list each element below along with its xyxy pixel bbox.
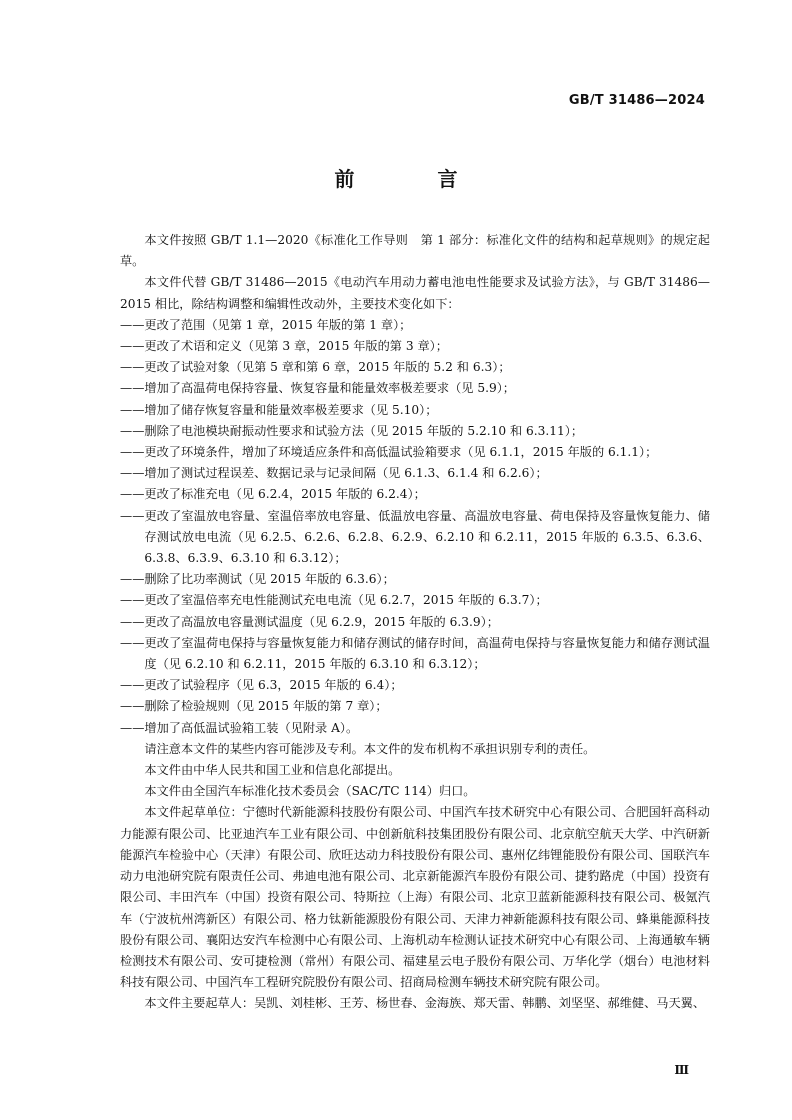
paragraph: 本文件代替 GB/T 31486—2015《电动汽车用动力蓄电池电性能要求及试验方法》，与 GB/T 31486—2015 相比，除结构调整和编辑性改动外，主要技术变化如下： (120, 275, 710, 311)
paragraph: 本文件起草单位：宁德时代新能源科技股份有限公司、中国汽车技术研究中心有限公司、合肥国轩高科动力能源有限公司、比亚迪汽车工业有限公司、中创新航科技集团股份有限公司、北京航空航天大学、中汽研新能源汽车检验中心（天津）有限公司、欣旺达动力科技股份有限公司、惠州亿纬锂能股份有限公司、国联汽车动力电池研究院有限责任公司、弗迪电池有限公司、北京新能源汽车股份有限公司、捷豹路虎（中国）投资有限公司、丰田汽车（中国）投资有限公司、特斯拉（上海）有限公司、北京卫蓝新能源科技有限公司、极氪汽车（宁波杭州湾新区）有限公司、格力钛新能源股份有限公司、天津力神新能源科技有限公司、蜂巢能源科技股份有限公司、襄阳达安汽车检测中心有限公司、上海机动车检测认证技术研究中心有限公司、上海通敏车辆检测技术有限公司、安可捷检测（常州）有限公司、福建星云电子股份有限公司、万华化学（烟台）电池材料科技有限公司、中国汽车工程研究院股份有限公司、招商局检测车辆技术研究院有限公司。 (120, 805, 710, 990)
list-item-text: 增加了高温荷电保持容量、恢复容量和能量效率极差要求（见 5.9）； (144, 381, 515, 396)
list-item (120, 696, 710, 717)
list-item (120, 378, 710, 399)
list-item (120, 506, 710, 570)
dash-marker: —— (120, 423, 145, 438)
list-item (120, 718, 710, 739)
dash-marker: —— (120, 381, 145, 396)
list-item-text: 增加了储存恢复容量和能量效率极差要求（见 5.10）； (144, 402, 438, 417)
dash-marker: —— (120, 445, 145, 460)
list-item-text: 更改了标准充电（见 6.2.4，2015 年版的 6.2.4）； (144, 487, 426, 502)
paragraph: 本文件按照 GB/T 1.1—2020《标准化工作导则 第 1 部分：标准化文件的结构和起草规则》的规定起草。 (120, 233, 710, 269)
dash-marker: —— (120, 720, 145, 735)
list-item (120, 421, 710, 442)
dash-marker: —— (120, 487, 145, 502)
dash-marker: —— (120, 508, 145, 523)
list-item-text: 更改了术语和定义（见第 3 章，2015 年版的第 3 章）； (144, 339, 448, 354)
list-item (120, 357, 710, 378)
page-number: Ⅲ (674, 1063, 689, 1077)
dash-marker: —— (120, 466, 145, 481)
page-title: 前 言 (334, 167, 496, 191)
list-item (120, 590, 710, 611)
foreword-body (120, 230, 710, 1015)
dash-marker: —— (120, 635, 145, 650)
list-item-text: 更改了室温荷电保持与容量恢复能力和储存测试的储存时间，高温荷电保持与容量恢复能力和储存测试温度（见 6.2.10 和 6.2.11，2015 年版的 6.3.10 和 6.3.12）； (144, 635, 710, 672)
paragraph: 本文件由中华人民共和国工业和信息化部提出。 (144, 763, 401, 778)
list-item-text: 更改了环境条件，增加了环境适应条件和高低温试验箱要求（见 6.1.1，2015 年版的 6.1.1）； (144, 445, 658, 460)
list-item (120, 400, 710, 421)
list-item-text: 增加了测试过程误差、数据记录与记录间隔（见 6.1.3、6.1.4 和 6.2.6）； (144, 466, 548, 481)
dash-marker: —— (120, 699, 145, 714)
paragraph: 本文件由全国汽车标准化技术委员会（SAC/TC 114）归口。 (144, 784, 476, 799)
dash-marker: —— (120, 339, 145, 354)
dash-marker: —— (120, 317, 145, 332)
list-item-text: 更改了室温放电容量、室温倍率放电容量、低温放电容量、高温放电容量、荷电保持及容量恢复能力、储存测试放电电流（见 6.2.5、6.2.6、6.2.8、6.2.9、6.2.10 和 6.2.11，2015 年版的 6.3.5、6.3.6、6.3.8、6.3.9、6.3.10 和 6.3.12）； (144, 508, 710, 566)
list-item-text: 删除了比功率测试（见 2015 年版的 6.3.6）； (144, 572, 395, 587)
list-item (120, 463, 710, 484)
list-item-text: 增加了高低温试验箱工装（见附录 A）。 (144, 720, 359, 735)
dash-marker: —— (120, 678, 145, 693)
paragraph: 请注意本文件的某些内容可能涉及专利。本文件的发布机构不承担识别专利的责任。 (144, 741, 596, 756)
dash-marker: —— (120, 593, 145, 608)
dash-marker: —— (120, 360, 145, 375)
list-item (120, 315, 710, 336)
list-item (120, 484, 710, 505)
list-item-text: 删除了检验规则（见 2015 年版的第 7 章）； (144, 699, 388, 714)
standard-number: GB/T 31486—2024 (568, 93, 705, 108)
list-item-text: 更改了范围（见第 1 章，2015 年版的第 1 章）； (144, 317, 412, 332)
dash-marker: —— (120, 402, 145, 417)
changes-list (120, 315, 710, 739)
list-item (120, 633, 710, 675)
list-item (120, 336, 710, 357)
list-item (120, 442, 710, 463)
list-item (120, 675, 710, 696)
list-item-text: 更改了室温倍率充电性能测试充电电流（见 6.2.7，2015 年版的 6.3.7）； (144, 593, 548, 608)
list-item (120, 569, 710, 590)
list-item-text: 更改了高温放电容量测试温度（见 6.2.9，2015 年版的 6.3.9）； (144, 614, 499, 629)
list-item (120, 612, 710, 633)
list-item-text: 删除了电池模块耐振动性要求和试验方法（见 2015 年版的 5.2.10 和 6.3.11）； (144, 423, 584, 438)
dash-marker: —— (120, 614, 145, 629)
paragraph: 本文件主要起草人：吴凯、刘桂彬、王芳、杨世春、金海族、郑天雷、韩鹏、刘坚坚、郝维健、马天翼、 (144, 996, 706, 1011)
dash-marker: —— (120, 572, 145, 587)
list-item-text: 更改了试验程序（见 6.3，2015 年版的 6.4）； (144, 678, 403, 693)
list-item-text: 更改了试验对象（见第 5 章和第 6 章，2015 年版的 5.2 和 6.3）； (144, 360, 511, 375)
